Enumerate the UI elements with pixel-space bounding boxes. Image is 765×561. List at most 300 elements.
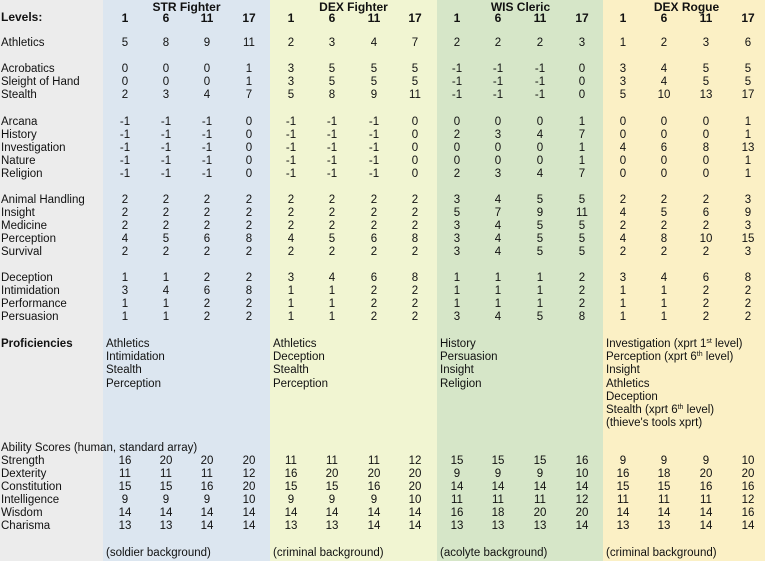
skill-value: 2 bbox=[702, 298, 710, 310]
skill-value: 0 bbox=[162, 76, 170, 88]
level-header: 6 bbox=[494, 11, 502, 25]
ability-value: 11 bbox=[119, 468, 131, 480]
levels-label: Levels: bbox=[1, 10, 43, 24]
level-header: 17 bbox=[242, 11, 256, 25]
skill-value: 11 bbox=[409, 89, 421, 101]
ability-value: 16 bbox=[200, 481, 214, 493]
skill-value: 0 bbox=[411, 155, 419, 167]
skill-value: 2 bbox=[287, 246, 295, 258]
skill-value: 2 bbox=[245, 298, 253, 310]
ability-value: 14 bbox=[408, 507, 422, 519]
skill-value: 2 bbox=[702, 311, 710, 323]
skill-value: 0 bbox=[702, 129, 710, 141]
skill-value: 0 bbox=[660, 168, 668, 180]
skill-value: 4 bbox=[660, 272, 668, 284]
skill-value: 2 bbox=[578, 285, 586, 297]
skill-value: 8 bbox=[411, 272, 419, 284]
skill-value: 2 bbox=[203, 220, 211, 232]
skill-value: 5 bbox=[370, 76, 378, 88]
skill-value: 2 bbox=[370, 207, 378, 219]
skill-value: 2 bbox=[702, 246, 710, 258]
skill-value: 2 bbox=[453, 129, 461, 141]
ability-label: Strength bbox=[1, 455, 45, 467]
ability-value: 15 bbox=[284, 481, 298, 493]
skill-value: 1 bbox=[744, 155, 752, 167]
ability-value: 11 bbox=[700, 494, 712, 506]
skill-value: 6 bbox=[702, 272, 710, 284]
ability-value: 9 bbox=[203, 494, 211, 506]
skill-value: 2 bbox=[536, 37, 544, 49]
ability-value: 14 bbox=[741, 520, 755, 532]
skill-value: 5 bbox=[328, 76, 336, 88]
skill-value: 2 bbox=[660, 246, 668, 258]
ability-value: 15 bbox=[450, 455, 464, 467]
skill-value: 13 bbox=[741, 142, 755, 154]
skill-label: Perception bbox=[1, 233, 56, 245]
proficiency-item: Stealth bbox=[106, 364, 142, 377]
class-title: DEX Fighter bbox=[319, 0, 388, 14]
skill-value: 0 bbox=[660, 129, 668, 141]
ability-value: 14 bbox=[575, 520, 589, 532]
ability-value: 13 bbox=[325, 520, 339, 532]
ability-value: 16 bbox=[450, 507, 464, 519]
skill-value: 6 bbox=[702, 207, 710, 219]
ability-value: 20 bbox=[325, 468, 339, 480]
skill-value: 5 bbox=[328, 233, 336, 245]
skill-value: -1 bbox=[285, 168, 297, 180]
skill-label: Religion bbox=[1, 168, 43, 180]
ability-value: 9 bbox=[162, 494, 170, 506]
skill-value: 0 bbox=[578, 89, 586, 101]
skill-value: -1 bbox=[492, 76, 504, 88]
skill-value: 2 bbox=[328, 194, 336, 206]
skill-value: 17 bbox=[741, 89, 755, 101]
skill-value: 2 bbox=[702, 285, 710, 297]
skill-value: 2 bbox=[328, 246, 336, 258]
skill-value: 6 bbox=[203, 233, 211, 245]
skill-value: 2 bbox=[411, 194, 419, 206]
skill-value: 0 bbox=[411, 142, 419, 154]
skill-value: 5 bbox=[328, 63, 336, 75]
skill-value: -1 bbox=[368, 155, 380, 167]
skill-value: -1 bbox=[326, 116, 338, 128]
skill-value: 3 bbox=[287, 272, 295, 284]
skill-value: 4 bbox=[162, 285, 170, 297]
skill-value: 3 bbox=[578, 37, 586, 49]
ability-value: 20 bbox=[242, 481, 256, 493]
skill-value: 2 bbox=[453, 168, 461, 180]
proficiency-list bbox=[273, 338, 328, 391]
ability-value: 14 bbox=[367, 520, 381, 532]
skill-value: -1 bbox=[368, 116, 380, 128]
skill-value: -1 bbox=[326, 155, 338, 167]
skill-label: Investigation bbox=[1, 142, 66, 154]
skill-value: 2 bbox=[660, 220, 668, 232]
skill-value: 0 bbox=[245, 168, 253, 180]
ability-value: 10 bbox=[575, 468, 589, 480]
ability-value: 16 bbox=[367, 481, 381, 493]
skill-value: 4 bbox=[660, 76, 668, 88]
skill-value: 2 bbox=[328, 220, 336, 232]
skill-label: Athletics bbox=[1, 37, 45, 49]
skill-value: 3 bbox=[453, 311, 461, 323]
skill-value: 7 bbox=[245, 89, 253, 101]
skill-label: Performance bbox=[1, 298, 67, 310]
ability-value: 9 bbox=[453, 468, 461, 480]
skill-value: 6 bbox=[744, 37, 752, 49]
skill-value: 2 bbox=[744, 298, 752, 310]
skill-value: 3 bbox=[162, 89, 170, 101]
skill-value: 5 bbox=[411, 76, 419, 88]
ability-value: 9 bbox=[121, 494, 129, 506]
ability-value: 15 bbox=[325, 481, 339, 493]
skill-value: 6 bbox=[660, 142, 668, 154]
ability-value: 14 bbox=[242, 520, 256, 532]
skill-value: 2 bbox=[370, 285, 378, 297]
skill-value: 5 bbox=[162, 233, 170, 245]
skill-value: 2 bbox=[370, 246, 378, 258]
skill-value: 4 bbox=[328, 272, 336, 284]
level-header: 17 bbox=[741, 11, 755, 25]
ability-value: 14 bbox=[284, 507, 298, 519]
ability-value: 13 bbox=[159, 520, 173, 532]
ability-value: 12 bbox=[242, 468, 256, 480]
skill-value: 3 bbox=[619, 76, 627, 88]
skill-value: 2 bbox=[619, 220, 627, 232]
skill-value: 0 bbox=[619, 168, 627, 180]
skill-value: 6 bbox=[203, 285, 211, 297]
skill-value: 2 bbox=[578, 298, 586, 310]
level-header: 11 bbox=[699, 11, 713, 25]
ability-value: 11 bbox=[160, 468, 172, 480]
proficiency-item: Stealth (xprt 6th level) bbox=[606, 404, 715, 417]
skill-value: 1 bbox=[121, 298, 129, 310]
skill-label: Medicine bbox=[1, 220, 48, 232]
skill-value: -1 bbox=[451, 63, 463, 75]
skill-value: -1 bbox=[119, 142, 131, 154]
skill-value: 4 bbox=[619, 207, 627, 219]
ability-value: 11 bbox=[617, 494, 629, 506]
proficiency-list bbox=[606, 338, 743, 430]
skill-value: 10 bbox=[699, 233, 713, 245]
skill-value: -1 bbox=[368, 142, 380, 154]
skill-value: 2 bbox=[619, 194, 627, 206]
skill-value: 0 bbox=[660, 116, 668, 128]
skill-value: 3 bbox=[453, 246, 461, 258]
ability-value: 13 bbox=[491, 520, 505, 532]
skill-value: 6 bbox=[370, 233, 378, 245]
ability-value: 11 bbox=[451, 494, 463, 506]
skill-value: 4 bbox=[494, 194, 502, 206]
skill-value: 0 bbox=[702, 116, 710, 128]
level-header: 11 bbox=[200, 11, 214, 25]
skill-value: 0 bbox=[245, 129, 253, 141]
skill-value: 3 bbox=[453, 233, 461, 245]
ability-value: 10 bbox=[242, 494, 256, 506]
ability-value: 13 bbox=[284, 520, 298, 532]
skill-value: 1 bbox=[328, 311, 336, 323]
skill-value: 2 bbox=[411, 298, 419, 310]
skill-label: Survival bbox=[1, 246, 42, 258]
ability-label: Constitution bbox=[1, 481, 62, 493]
skill-value: 8 bbox=[245, 233, 253, 245]
skill-value: 1 bbox=[287, 298, 295, 310]
skill-value: 1 bbox=[619, 285, 627, 297]
skill-value: 6 bbox=[370, 272, 378, 284]
ability-value: 11 bbox=[326, 455, 338, 467]
skill-value: 1 bbox=[744, 168, 752, 180]
skill-value: 7 bbox=[494, 207, 502, 219]
skill-value: 0 bbox=[411, 129, 419, 141]
skill-value: 5 bbox=[702, 76, 710, 88]
skill-value: -1 bbox=[368, 129, 380, 141]
skill-value: -1 bbox=[451, 89, 463, 101]
skill-value: 8 bbox=[328, 89, 336, 101]
ability-value: 11 bbox=[368, 455, 380, 467]
skill-value: -1 bbox=[160, 116, 172, 128]
skill-value: 1 bbox=[578, 155, 586, 167]
ability-value: 20 bbox=[699, 468, 713, 480]
skill-label: Deception bbox=[1, 272, 53, 284]
skill-value: 4 bbox=[287, 233, 295, 245]
skill-value: 2 bbox=[121, 220, 129, 232]
skill-value: 0 bbox=[121, 63, 129, 75]
skill-value: 5 bbox=[578, 233, 586, 245]
ability-value: 20 bbox=[200, 455, 214, 467]
skill-value: 9 bbox=[536, 207, 544, 219]
proficiency-item: Investigation (xprt 1st level) bbox=[606, 338, 743, 350]
ability-value: 14 bbox=[200, 507, 214, 519]
proficiency-item: Perception bbox=[106, 377, 161, 390]
skill-value: 9 bbox=[203, 37, 211, 49]
skill-value: 2 bbox=[578, 272, 586, 284]
skill-value: 2 bbox=[203, 194, 211, 206]
skill-value: 4 bbox=[121, 233, 129, 245]
skill-value: 2 bbox=[162, 246, 170, 258]
skill-value: 5 bbox=[287, 89, 295, 101]
ability-value: 14 bbox=[575, 481, 589, 493]
skill-value: 1 bbox=[660, 311, 668, 323]
skill-value: 5 bbox=[660, 207, 668, 219]
skill-value: 3 bbox=[453, 194, 461, 206]
ability-value: 9 bbox=[287, 494, 295, 506]
skill-value: 2 bbox=[411, 220, 419, 232]
skill-value: 1 bbox=[162, 311, 170, 323]
proficiency-list bbox=[440, 338, 498, 391]
ability-value: 15 bbox=[491, 455, 505, 467]
skill-value: -1 bbox=[451, 76, 463, 88]
skill-value: 1 bbox=[536, 298, 544, 310]
skill-value: 2 bbox=[370, 298, 378, 310]
skill-value: 4 bbox=[494, 311, 502, 323]
level-header: 17 bbox=[575, 11, 589, 25]
skill-value: 3 bbox=[121, 285, 129, 297]
proficiency-list bbox=[106, 338, 165, 391]
ability-value: 15 bbox=[616, 481, 630, 493]
skill-value: 1 bbox=[536, 285, 544, 297]
skill-value: -1 bbox=[326, 142, 338, 154]
skill-value: 4 bbox=[203, 89, 211, 101]
level-header: 6 bbox=[660, 11, 668, 25]
level-header: 17 bbox=[408, 11, 422, 25]
ability-value: 20 bbox=[408, 468, 422, 480]
proficiency-item: Insight bbox=[440, 364, 474, 377]
proficiency-item: Deception bbox=[273, 351, 325, 364]
proficiency-item: Stealth bbox=[273, 364, 309, 377]
skill-value: -1 bbox=[326, 129, 338, 141]
skill-value: 1 bbox=[619, 37, 627, 49]
skill-value: 4 bbox=[494, 233, 502, 245]
skill-value: -1 bbox=[285, 116, 297, 128]
skill-value: 3 bbox=[328, 37, 336, 49]
skill-value: 2 bbox=[203, 298, 211, 310]
skill-label: Nature bbox=[1, 155, 36, 167]
skill-value: 1 bbox=[453, 298, 461, 310]
skill-value: 2 bbox=[245, 220, 253, 232]
skill-value: 2 bbox=[370, 311, 378, 323]
ability-value: 14 bbox=[657, 507, 671, 519]
class-title: WIS Cleric bbox=[490, 0, 551, 14]
skill-value: 0 bbox=[536, 155, 544, 167]
proficiency-item: Perception bbox=[273, 377, 328, 390]
skill-value: 2 bbox=[370, 220, 378, 232]
proficiency-item: Athletics bbox=[606, 377, 650, 390]
skill-value: 0 bbox=[702, 168, 710, 180]
skill-value: 1 bbox=[245, 63, 253, 75]
ability-value: 14 bbox=[699, 507, 713, 519]
skill-value: 0 bbox=[453, 116, 461, 128]
skill-value: 0 bbox=[619, 155, 627, 167]
skill-value: 2 bbox=[203, 311, 211, 323]
skill-value: 8 bbox=[660, 233, 668, 245]
skill-value: -1 bbox=[119, 155, 131, 167]
ability-value: 11 bbox=[201, 468, 213, 480]
skill-value: 7 bbox=[578, 129, 586, 141]
ability-value: 16 bbox=[575, 455, 589, 467]
level-header: 1 bbox=[287, 11, 295, 25]
skill-value: 2 bbox=[245, 311, 253, 323]
ability-value: 20 bbox=[367, 468, 381, 480]
skill-label: History bbox=[1, 129, 37, 141]
skill-value: 2 bbox=[619, 246, 627, 258]
ability-value: 13 bbox=[657, 520, 671, 532]
skill-value: 0 bbox=[578, 63, 586, 75]
proficiency-item: Religion bbox=[440, 377, 482, 390]
skill-label: Sleight of Hand bbox=[1, 76, 80, 88]
skill-value: 4 bbox=[536, 129, 544, 141]
skill-value: 2 bbox=[660, 194, 668, 206]
skill-value: 0 bbox=[245, 116, 253, 128]
skill-value: 4 bbox=[619, 142, 627, 154]
skill-value: 1 bbox=[121, 311, 129, 323]
skill-value: -1 bbox=[326, 168, 338, 180]
skill-value: 1 bbox=[619, 311, 627, 323]
skill-value: 5 bbox=[536, 233, 544, 245]
skill-value: 4 bbox=[494, 220, 502, 232]
ability-value: 13 bbox=[450, 520, 464, 532]
ability-value: 15 bbox=[533, 455, 547, 467]
ability-value: 18 bbox=[657, 468, 671, 480]
ability-value: 10 bbox=[741, 455, 755, 467]
background-note: (criminal background) bbox=[606, 547, 717, 559]
skill-value: 5 bbox=[536, 311, 544, 323]
skill-value: 8 bbox=[411, 233, 419, 245]
skill-value: 3 bbox=[744, 194, 752, 206]
skill-value: 5 bbox=[536, 220, 544, 232]
ability-value: 15 bbox=[118, 481, 132, 493]
ability-value: 9 bbox=[619, 455, 627, 467]
skill-value: 2 bbox=[411, 285, 419, 297]
skill-value: 2 bbox=[162, 220, 170, 232]
skill-value: 1 bbox=[660, 285, 668, 297]
skill-value: 3 bbox=[619, 272, 627, 284]
skill-value: -1 bbox=[285, 142, 297, 154]
skill-value: 0 bbox=[536, 142, 544, 154]
skill-value: 1 bbox=[245, 76, 253, 88]
skill-value: 3 bbox=[494, 168, 502, 180]
ability-value: 9 bbox=[494, 468, 502, 480]
background-note: (acolyte background) bbox=[440, 547, 548, 559]
skill-value: 1 bbox=[328, 298, 336, 310]
skill-value: 2 bbox=[245, 246, 253, 258]
skill-value: 2 bbox=[411, 246, 419, 258]
skill-value: 2 bbox=[121, 89, 129, 101]
ability-value: 16 bbox=[284, 468, 298, 480]
skill-value: 0 bbox=[245, 155, 253, 167]
skill-value: 2 bbox=[121, 207, 129, 219]
skill-value: 8 bbox=[702, 142, 710, 154]
skill-value: 2 bbox=[203, 272, 211, 284]
skill-value: -1 bbox=[160, 168, 172, 180]
skill-value: 1 bbox=[744, 116, 752, 128]
ability-value: 20 bbox=[533, 507, 547, 519]
ability-value: 16 bbox=[616, 468, 630, 480]
ability-value: 12 bbox=[741, 494, 755, 506]
proficiency-item: Perception (xprt 6th level) bbox=[606, 351, 734, 364]
skill-value: 0 bbox=[411, 168, 419, 180]
ability-value: 14 bbox=[200, 520, 214, 532]
skill-value: 1 bbox=[121, 272, 129, 284]
skill-value: 5 bbox=[702, 63, 710, 75]
skill-label: Persuasion bbox=[1, 311, 59, 323]
skill-value: 7 bbox=[411, 37, 419, 49]
skill-value: 2 bbox=[287, 37, 295, 49]
skill-value: 1 bbox=[494, 298, 502, 310]
skill-value: 9 bbox=[744, 207, 752, 219]
skill-value: 1 bbox=[162, 298, 170, 310]
ability-value: 11 bbox=[658, 494, 670, 506]
skill-value: 1 bbox=[328, 285, 336, 297]
skill-label: Insight bbox=[1, 207, 35, 219]
level-header: 11 bbox=[533, 11, 547, 25]
skill-value: 0 bbox=[619, 116, 627, 128]
proficiency-item: Deception bbox=[606, 390, 658, 403]
ability-value: 9 bbox=[370, 494, 378, 506]
ability-value: 20 bbox=[159, 455, 173, 467]
skill-value: -1 bbox=[119, 116, 131, 128]
skill-value: 2 bbox=[744, 311, 752, 323]
proficiency-item: Intimidation bbox=[106, 351, 165, 364]
ability-value: 13 bbox=[118, 520, 132, 532]
ability-label: Wisdom bbox=[1, 507, 43, 519]
ability-value: 15 bbox=[657, 481, 671, 493]
skill-value: 10 bbox=[657, 89, 671, 101]
skill-value: 0 bbox=[578, 76, 586, 88]
skill-value: 7 bbox=[578, 168, 586, 180]
skill-value: 0 bbox=[453, 142, 461, 154]
skill-value: -1 bbox=[119, 168, 131, 180]
level-header: 1 bbox=[453, 11, 461, 25]
